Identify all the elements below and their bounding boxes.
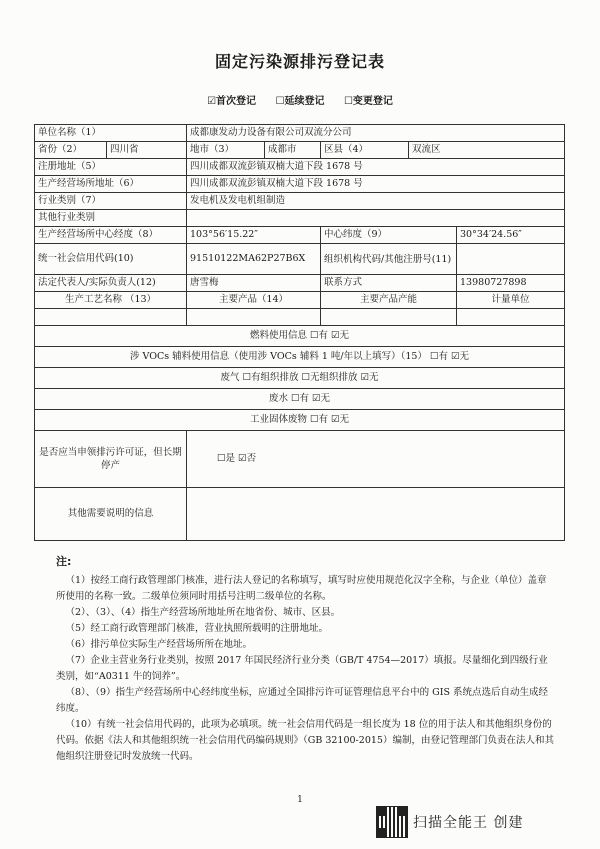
row-production-header: [35, 292, 565, 309]
row-reg-address: [35, 159, 565, 176]
city-label: 地市（3）: [187, 142, 265, 159]
row-wastewater: [35, 389, 565, 410]
fuel-info[interactable]: 燃料使用信息 ☐有 ☑无: [35, 326, 565, 347]
row-coordinates: [35, 227, 565, 244]
exhaust-info[interactable]: 废气 ☐有组织排放 ☐无组织排放 ☑无: [35, 368, 565, 389]
row-solid-waste: [35, 410, 565, 431]
unit-name-value[interactable]: 成都康发动力设备有限公司双流分公司: [187, 125, 565, 142]
page-title: 固定污染源排污登记表: [214, 52, 385, 71]
unit-label: 计量单位: [457, 292, 565, 309]
reg-address-value[interactable]: 四川成都双流彭镇双楠大道下段 1678 号: [187, 159, 565, 176]
reg-address-label: 注册地址（5）: [35, 159, 187, 176]
qr-code-icon: [376, 806, 408, 838]
process-label: 生产工艺名称 （13）: [35, 292, 187, 309]
contact-value[interactable]: 13980727898: [457, 275, 565, 292]
product-value[interactable]: [187, 309, 321, 326]
row-industry: [35, 193, 565, 210]
legal-rep-value[interactable]: 唐雪梅: [187, 275, 321, 292]
other-industry-value[interactable]: [187, 210, 565, 227]
credit-code-label: 统一社会信用代码(10): [35, 244, 187, 275]
continue-registration-checkbox[interactable]: ☐延续登记: [275, 96, 325, 107]
row-fuel: [35, 326, 565, 347]
row-site-address: [35, 176, 565, 193]
note-item: （6）排污单位实际生产经营场所所在地址。: [65, 639, 253, 650]
product-label: 主要产品（14）: [187, 292, 321, 309]
other-industry-label: 其他行业类别: [35, 210, 187, 227]
note-item: （7）企业主营业务行业类别，按照 2017 年国民经济行业分类（GB/T 4754—2017）填报。尽量细化到四级行业类别，如“A0311 牛的饲养”。: [56, 655, 548, 682]
row-other-industry: [35, 210, 565, 227]
registration-form-table: [34, 124, 565, 541]
row-permit: [35, 431, 565, 488]
solid-waste-info[interactable]: 工业固体废物 ☐有 ☑无: [35, 410, 565, 431]
industry-label: 行业类别（7）: [35, 193, 187, 210]
permit-value[interactable]: ☐是 ☑否: [187, 431, 565, 488]
row-legal-rep: [35, 275, 565, 292]
wastewater-info[interactable]: 废水 ☐有 ☑无: [35, 389, 565, 410]
permit-label: 是否应当申领排污许可证，但长期停产: [35, 431, 187, 488]
credit-code-value[interactable]: 91510122MA62P27B6X: [187, 244, 321, 275]
row-vocs: [35, 347, 565, 368]
row-location: [35, 142, 565, 159]
first-registration-checkbox[interactable]: ☑首次登记: [207, 96, 257, 107]
org-code-label: 组织机构代码/其他注册号(11): [321, 244, 457, 275]
other-label: 其他需要说明的信息: [35, 488, 187, 541]
other-value[interactable]: [187, 488, 565, 541]
registration-type: [0, 92, 600, 107]
district-label: 区县（4）: [321, 142, 409, 159]
site-address-value[interactable]: 四川成都双流彭镇双楠大道下段 1678 号: [187, 176, 565, 193]
district-value[interactable]: 双流区: [409, 142, 565, 159]
unit-name-label: 单位名称（1）: [35, 125, 187, 142]
note-item: （10）有统一社会信用代码的，此项为必填项。统一社会信用代码是一组长度为 18 位的用于法人和其他组织身份的代码。依据《法人和其他组织统一社会信用代码编码规则》（GB 32100-2015）编制，由登记管理部门负责在法人和其他组织注册登记时发放统一代码。: [56, 719, 554, 762]
latitude-label: 中心纬度（9）: [321, 227, 457, 244]
longitude-label: 生产经营场所中心经度（8）: [35, 227, 187, 244]
notes-heading: 注:: [56, 555, 72, 568]
row-unit-name: [35, 125, 565, 142]
change-registration-checkbox[interactable]: ☐变更登记: [343, 96, 393, 107]
note-item: （1）按经工商行政管理部门核准，进行法人登记的名称填写，填写时应使用规范化汉字全称，与企业（单位）盖章所使用的名称一致。二级单位须同时用括号注明二级单位的名称。: [56, 575, 547, 602]
contact-label: 联系方式: [321, 275, 457, 292]
longitude-value[interactable]: 103°56′15.22″: [187, 227, 321, 244]
industry-value[interactable]: 发电机及发电机组制造: [187, 193, 565, 210]
page-number: 1: [297, 795, 303, 805]
row-exhaust: [35, 368, 565, 389]
latitude-value[interactable]: 30°34′24.56″: [457, 227, 565, 244]
notes: [56, 554, 556, 765]
row-credit-code: [35, 244, 565, 275]
note-item: （8）、（9）指生产经营场所中心经纬度坐标，应通过全国排污许可证管理信息平台中的 GIS 系统点选后自动生成经纬度。: [56, 687, 548, 714]
unit-value[interactable]: [457, 309, 565, 326]
legal-rep-label: 法定代表人/实际负责人(12): [35, 275, 187, 292]
org-code-value[interactable]: [457, 244, 565, 275]
city-value[interactable]: 成都市: [265, 142, 321, 159]
row-other: [35, 488, 565, 541]
note-item: （2）、（3）、（4）指生产经营场所地址所在地省份、城市、区县。: [65, 607, 341, 618]
process-value[interactable]: [35, 309, 187, 326]
province-label: 省份（2）: [35, 142, 107, 159]
site-address-label: 生产经营场所地址（6）: [35, 176, 187, 193]
capacity-value[interactable]: [321, 309, 457, 326]
vocs-info[interactable]: 涉 VOCs 辅料使用信息（使用涉 VOCs 辅料 1 吨/年以上填写）（15） ☐有 ☑无: [35, 347, 565, 368]
note-item: （5）经工商行政管理部门核准，营业执照所载明的注册地址。: [65, 623, 329, 634]
scanner-watermark: 扫描全能王 创建: [413, 815, 524, 831]
row-production-values: [35, 309, 565, 326]
province-value[interactable]: 四川省: [107, 142, 187, 159]
capacity-label: 主要产品产能: [321, 292, 457, 309]
